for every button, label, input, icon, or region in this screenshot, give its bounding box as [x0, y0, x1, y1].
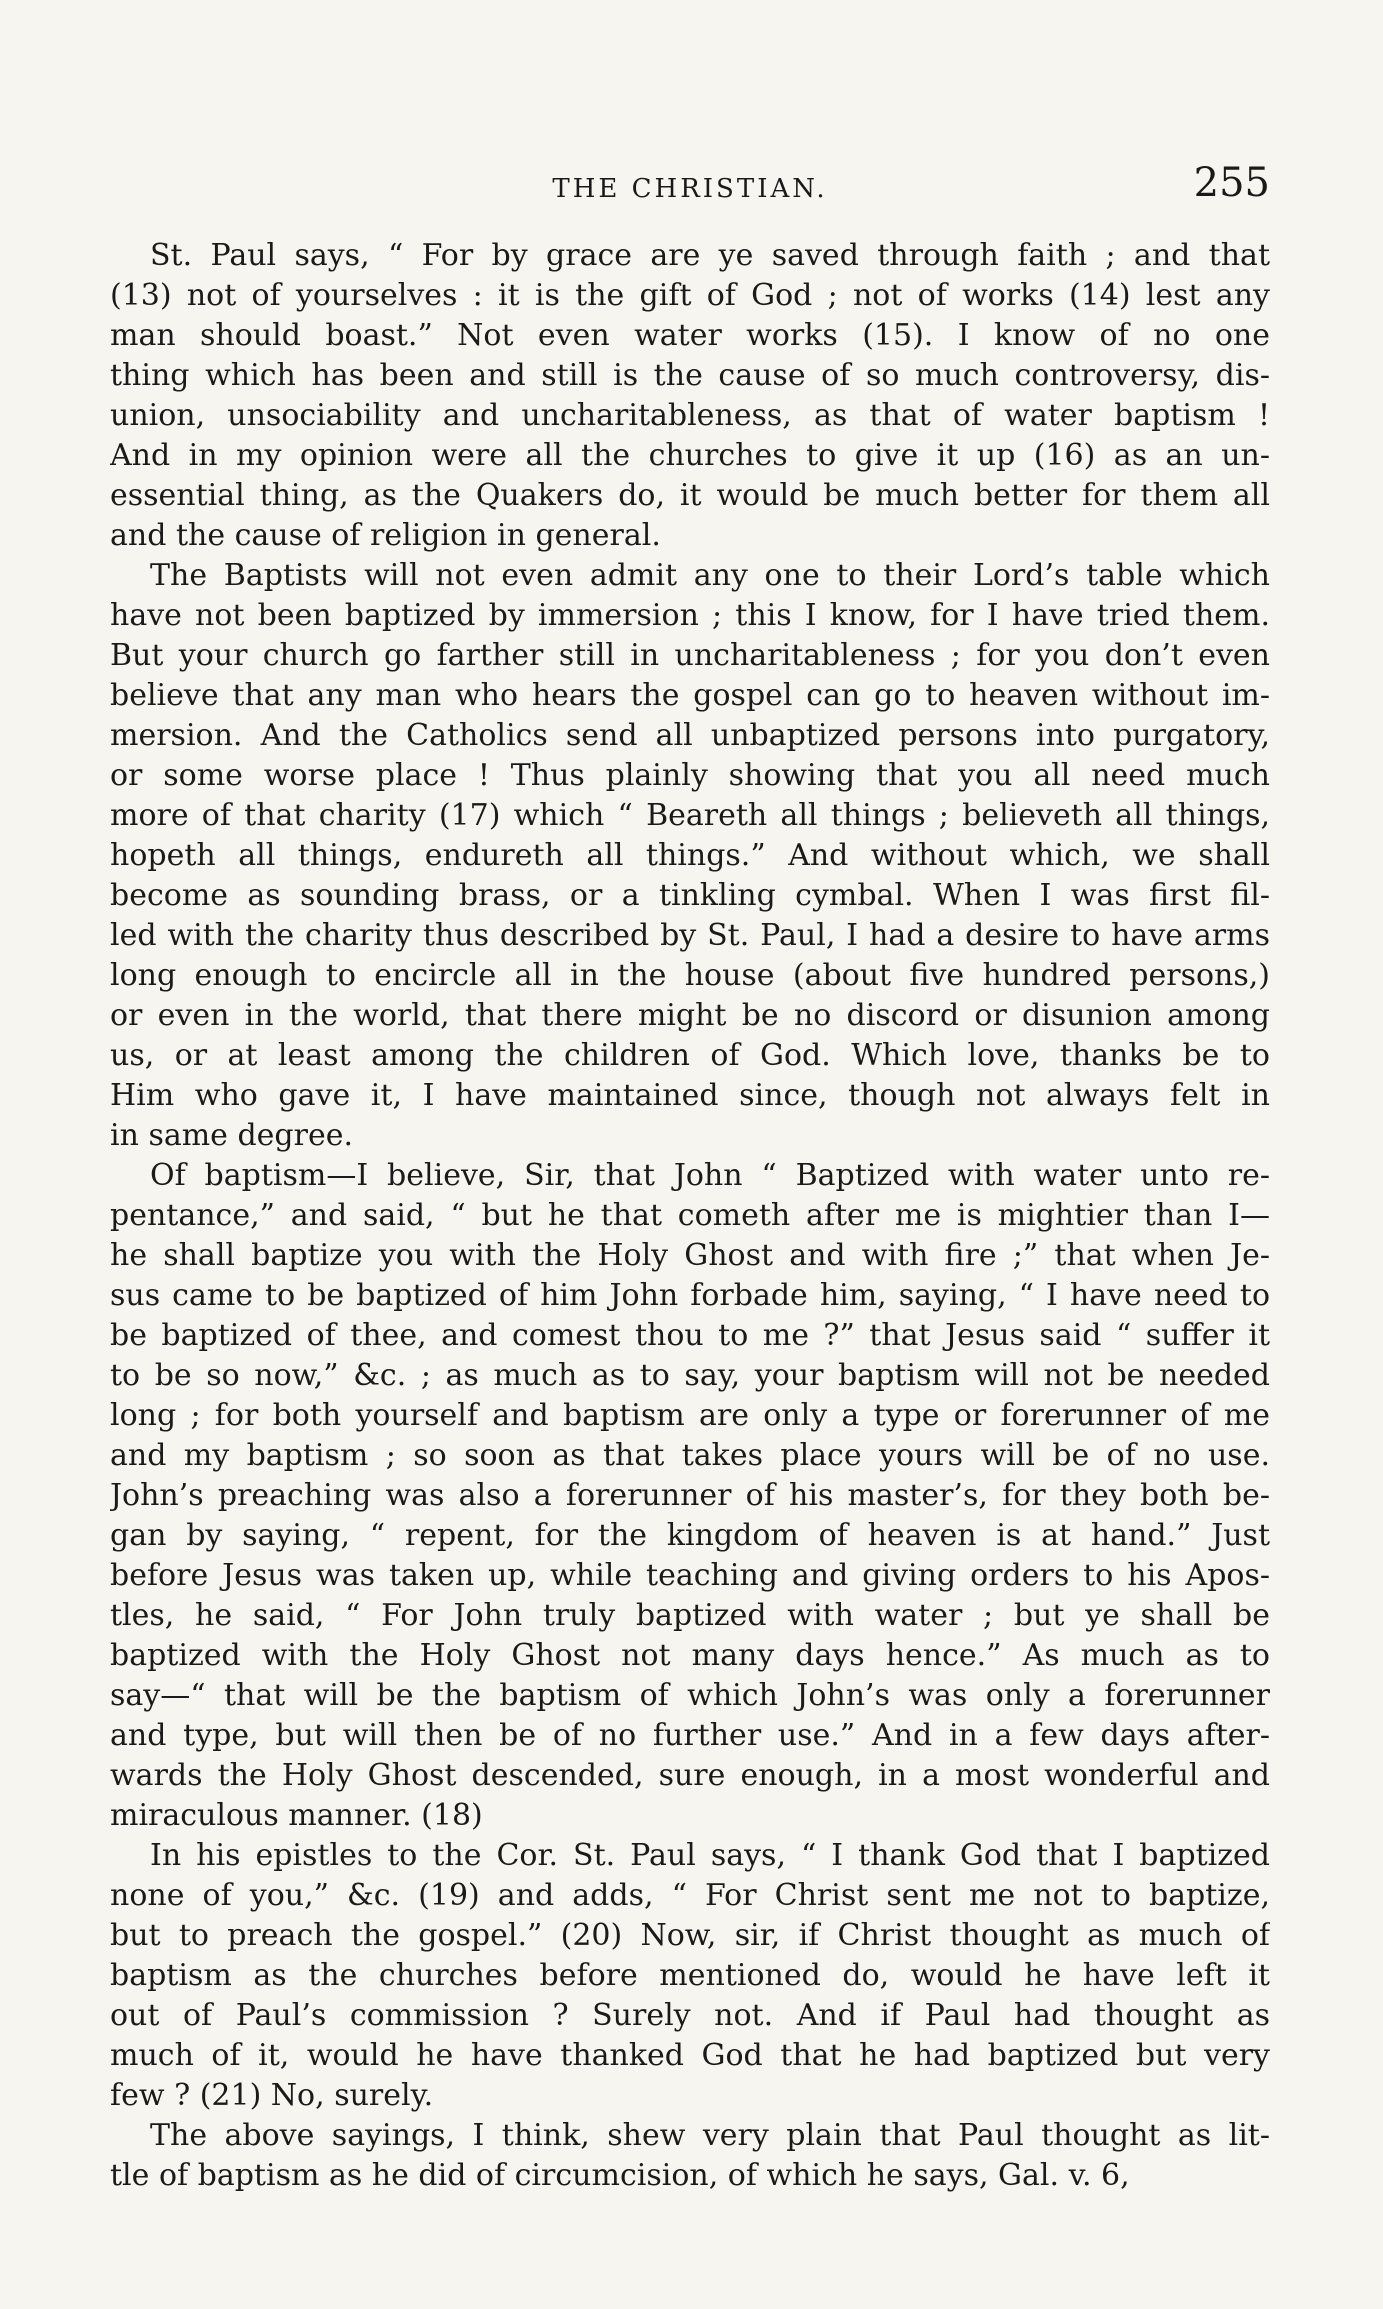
- text-line: The Baptists will not even admit any one to their Lord’s table which: [150, 558, 1270, 593]
- running-title: THE CHRISTIAN.: [552, 174, 828, 204]
- text-line: John’s preaching was also a forerunner of his master’s, for they both be-: [110, 1478, 1270, 1513]
- text-line: essential thing, as the Quakers do, it would be much better for them all: [110, 478, 1270, 513]
- text-line: long enough to encircle all in the house (about five hundred persons,): [110, 958, 1270, 993]
- text-line: have not been baptized by immersion ; this I know, for I have tried them.: [110, 598, 1270, 633]
- text-line: or even in the world, that there might be no discord or disunion among: [110, 998, 1270, 1033]
- text-line: become as sounding brass, or a tinkling cymbal. When I was first fil-: [110, 878, 1270, 913]
- text-line: miraculous manner. (18): [110, 1798, 483, 1833]
- text-line: Him who gave it, I have maintained since, though not always felt in: [110, 1078, 1270, 1113]
- text-line: say—“ that will be the baptism of which John’s was only a forerunner: [110, 1678, 1270, 1713]
- text-line: more of that charity (17) which “ Beareth all things ; believeth all things,: [110, 798, 1270, 833]
- text-line: out of Paul’s commission ? Surely not. And if Paul had thought as: [110, 1998, 1270, 2033]
- text-line: hopeth all things, endureth all things.” And without which, we shall: [110, 838, 1270, 873]
- text-line: few ? (21) No, surely.: [110, 2078, 434, 2113]
- paragraph: [110, 1836, 1270, 2116]
- text-line: led with the charity thus described by St. Paul, I had a desire to have arms: [110, 918, 1270, 953]
- paragraph: [110, 2116, 1270, 2196]
- text-line: baptism as the churches before mentioned do, would he have left it: [110, 1958, 1270, 1993]
- text-line: mersion. And the Catholics send all unbaptized persons into purgatory,: [110, 718, 1270, 753]
- text-line: us, or at least among the children of God. Which love, thanks be to: [110, 1038, 1270, 1073]
- text-line: to be so now,” &c. ; as much as to say, your baptism will not be needed: [110, 1358, 1270, 1393]
- text-line: pentance,” and said, “ but he that cometh after me is mightier than I—: [110, 1198, 1270, 1233]
- text-line: baptized with the Holy Ghost not many days hence.” As much as to: [110, 1638, 1270, 1673]
- text-line: In his epistles to the Cor. St. Paul says, “ I thank God that I baptized: [150, 1838, 1270, 1873]
- text-line: but to preach the gospel.” (20) Now, sir, if Christ thought as much of: [110, 1918, 1270, 1953]
- page-body: [110, 236, 1270, 2196]
- text-line: union, unsociability and uncharitableness, as that of water baptism !: [110, 398, 1270, 433]
- text-line: in same degree.: [110, 1118, 354, 1153]
- book-page: [110, 160, 1270, 2196]
- text-line: he shall baptize you with the Holy Ghost and with fire ;” that when Je-: [110, 1238, 1270, 1273]
- text-line: be baptized of thee, and comest thou to me ?” that Jesus said “ suffer it: [110, 1318, 1270, 1353]
- text-line: and type, but will then be of no further use.” And in a few days after-: [110, 1718, 1270, 1753]
- text-line: before Jesus was taken up, while teaching and giving orders to his Apos-: [110, 1558, 1270, 1593]
- text-line: believe that any man who hears the gospel can go to heaven without im-: [110, 678, 1270, 713]
- text-line: tle of baptism as he did of circumcision, of which he says, Gal. v. 6,: [110, 2158, 1130, 2193]
- paragraph: [110, 1156, 1270, 1836]
- running-header: [110, 160, 1270, 220]
- text-line: sus came to be baptized of him John forbade him, saying, “ I have need to: [110, 1278, 1270, 1313]
- paragraph: [110, 556, 1270, 1156]
- text-line: gan by saying, “ repent, for the kingdom of heaven is at hand.” Just: [110, 1518, 1270, 1553]
- text-line: none of you,” &c. (19) and adds, “ For Christ sent me not to baptize,: [110, 1878, 1270, 1913]
- text-line: wards the Holy Ghost descended, sure enough, in a most wonderful and: [110, 1758, 1270, 1793]
- paragraph: [110, 236, 1270, 556]
- text-line: or some worse place ! Thus plainly showing that you all need much: [110, 758, 1270, 793]
- text-line: (13) not of yourselves : it is the gift of God ; not of works (14) lest any: [110, 278, 1270, 313]
- text-line: St. Paul says, “ For by grace are ye saved through faith ; and that: [150, 238, 1270, 273]
- text-line: man should boast.” Not even water works (15). I know of no one: [110, 318, 1270, 353]
- page-number: 255: [1193, 160, 1270, 206]
- text-line: and the cause of religion in general.: [110, 518, 661, 553]
- text-line: thing which has been and still is the cause of so much controversy, dis-: [110, 358, 1270, 393]
- text-line: tles, he said, “ For John truly baptized with water ; but ye shall be: [110, 1598, 1270, 1633]
- text-line: long ; for both yourself and baptism are only a type or forerunner of me: [110, 1398, 1270, 1433]
- text-line: and my baptism ; so soon as that takes place yours will be of no use.: [110, 1438, 1270, 1473]
- text-line: And in my opinion were all the churches to give it up (16) as an un-: [110, 438, 1270, 473]
- text-line: much of it, would he have thanked God that he had baptized but very: [110, 2038, 1270, 2073]
- text-line: The above sayings, I think, shew very plain that Paul thought as lit-: [150, 2118, 1270, 2153]
- text-line: Of baptism—I believe, Sir, that John “ Baptized with water unto re-: [150, 1158, 1270, 1193]
- text-line: But your church go farther still in uncharitableness ; for you don’t even: [110, 638, 1270, 673]
